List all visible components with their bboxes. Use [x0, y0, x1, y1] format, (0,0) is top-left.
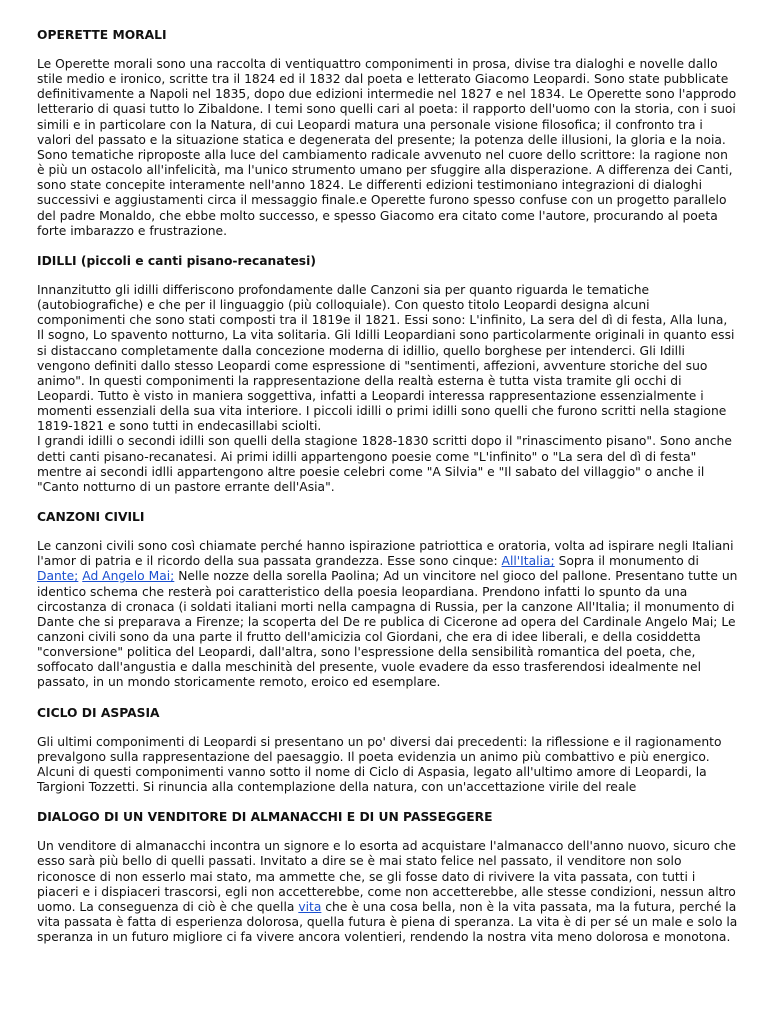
section-paragraph	[37, 839, 738, 945]
section-canzoni-civili	[37, 509, 738, 691]
section-idilli	[37, 253, 738, 495]
paragraph-text: che è una cosa bella, non è la vita passata, ma la futura, perché la vita passata è fatta di esperienza dolorosa, quella futura è piena di speranza. La vita è di per sé un male e solo la speranza in un futuro migliore ci fa vivere ancora volentieri, rendendo la nostra vita meno dolorosa e monotona.	[37, 899, 738, 945]
section-paragraph: Le Operette morali sono una raccolta di ventiquattro componimenti in prosa, divise tra dialoghi e novelle dallo stile medio e ironico, scritte tra il 1824 ed il 1832 dal poeta e letterato Giacomo Leopardi. Sono state pubblicate definitivamente a Napoli nel 1835, dopo due edizioni intermedie nel 1827 e nel 1834. Le Operette sono l'approdo letterario di quasi tutto lo Zibaldone. I temi sono quelli cari al poeta: il rapporto dell'uomo con la storia, con i suoi simili e in particolare con la Natura, di cui Leopardi matura una personale visione filosofica; il confronto tra i valori del passato e la situazione statica e degenerata del presente; la potenza delle illusioni, la gloria e la noia. Sono tematiche riproposte alla luce del cambiamento radicale avvenuto nel cuore dello scrittore: la ragione non è più un ostacolo all'infelicità, ma l'unico strumento umano per sfuggire alla disperazione. A differenza dei Canti, sono state concepite interamente nell'anno 1824. Le differenti edizioni testimoniano integrazioni di dialoghi successivi e aggiustamenti circa il messaggio finale.e Operette furono spesso confuse con un progetto parallelo del padre Monaldo, che ebbe molto successo, e spesso Giacomo era citato come l'autore, procurando al poeta forte imbarazzo e frustrazione.	[37, 57, 737, 238]
link-vita[interactable]: vita	[298, 899, 322, 914]
link-all-italia[interactable]: All'Italia;	[501, 554, 555, 569]
section-heading: DIALOGO DI UN VENDITORE DI ALMANACCHI E DI UN PASSEGGERE	[37, 810, 493, 825]
section-dialogo-venditore	[37, 809, 738, 945]
section-heading: CICLO DI ASPASIA	[37, 705, 160, 720]
paragraph-text: Sopra il monumento di	[554, 554, 699, 569]
section-heading: OPERETTE MORALI	[37, 28, 167, 42]
section-paragraph: Innanzitutto gli idilli differiscono profondamente dalle Canzoni sia per quanto riguarda le tematiche (autobiografiche) e che per il linguaggio (più colloquiale). Con questo titolo Leopardi designa alcuni componimenti che sono stati composti tra il 1819e il 1821. Essi sono: L'infinito, La sera del dì di festa, Alla luna, Il sogno, Lo spavento notturno, La vita solitaria. Gli Idilli Leopardiani sono particolarmente originali in quanto essi si distaccano completamente dalla concezione moderna di idillio, quello borghese per intenderci. Gli Idilli vengono definiti dallo stesso Leopardi come espressione di "sentimenti, affezioni, avventure storiche del suo animo". In questi componimenti la rappresentazione della realtà esterna è tutta vista tramite gli occhi di Leopardi. Tutto è visto in maniera soggettiva, infatti a Leopardi interessa rappresentazione essenzialmente i momenti essenziali della sua vita interiore. I piccoli idilli o primi idilli sono quelli che furono scritti nella stagione 1819-1821 e sono tutti in endecasillabi sciolti. I grandi idilli o secondi idilli son quelli della stagione 1828-1830 scritti dopo il "rinascimento pisano". Sono anche detti canti pisano-recanatesi. Ai primi idilli appartengono poesie come "L'infinito" o "La sera del dì di festa" mentre ai secondi idlli appartengono altre poesie celebri come "A Silvia" e "Il sabato del villaggio" o anche il "Canto notturno di un pastore errante dell'Asia".	[37, 282, 735, 494]
section-paragraph: Gli ultimi componimenti di Leopardi si presentano un po' diversi dai precedenti: la riflessione e il ragionamento prevalgono sulla rappresentazione del paesaggio. Il poeta evidenzia un animo più combattivo e più energico. Alcuni di questi componimenti vanno sotto il nome di Ciclo di Aspasia, legato all'ultimo amore di Leopardi, la Targioni Tozzetti. Si rinuncia alla contemplazione della natura, con un'accettazione virile del reale	[37, 734, 722, 795]
section-operette-morali	[37, 27, 738, 239]
paragraph-text: Un venditore di almanacchi incontra un signore e lo esorta ad acquistare l'almanacco dell'anno nuovo, sicuro che esso sarà più bello di quelli passati. Invitato a dire se è mai stato felice nel passato, il venditore non solo riconosce di non esserlo mai stato, ma ammette che, se gli fosse dato di rivivere la vita passata, con tutti i piaceri e i dispiaceri trascorsi, egli non accetterebbe, come non accetterebbe, alle stesse condizioni, nessun altro uomo. La conseguenza di ciò è che quella	[37, 839, 736, 914]
link-ad-angelo-mai[interactable]: Ad Angelo Mai;	[82, 569, 175, 584]
section-paragraph	[37, 539, 738, 691]
link-dante[interactable]: Dante;	[37, 569, 79, 584]
section-heading: CANZONI CIVILI	[37, 510, 145, 525]
section-heading: IDILLI (piccoli e canti pisano-recanatesi)	[37, 253, 316, 268]
paragraph-text: Nelle nozze della sorella Paolina; Ad un vincitore nel gioco del pallone. Presentano tutte un identico schema che resterà poi caratteristico della poesia leopardiana. Prendono infatti lo spunto da una circostanza di cronaca (i soldati italiani morti nella campagna di Russia, per la canzone All'Italia; il monumento di Dante che si preparava a Firenze; la scoperta del De re publica di Cicerone ad opera del Cardinale Angelo Mai; Le canzoni civili sono da una parte il frutto dell'amicizia col Giordani, che era di idee liberali, e della cosiddetta "conversione" politica del Leopardi, dall'altra, sono l'espressione della sensibilità romantica del poeta, che, soffocato dall'angustia e dalla meschinità del presente, vuole evadere da esso trasferendosi idealmente nel passato, in un mondo storicamente remoto, eroico ed esemplare.	[37, 569, 738, 690]
section-ciclo-di-aspasia	[37, 705, 738, 796]
paragraph-text: Le canzoni civili sono così chiamate perché hanno ispirazione patriottica e oratoria, volta ad ispirare negli Italiani l'amor di patria e il ricordo della sua passata grandezza. Esse sono cinque:	[37, 539, 734, 569]
